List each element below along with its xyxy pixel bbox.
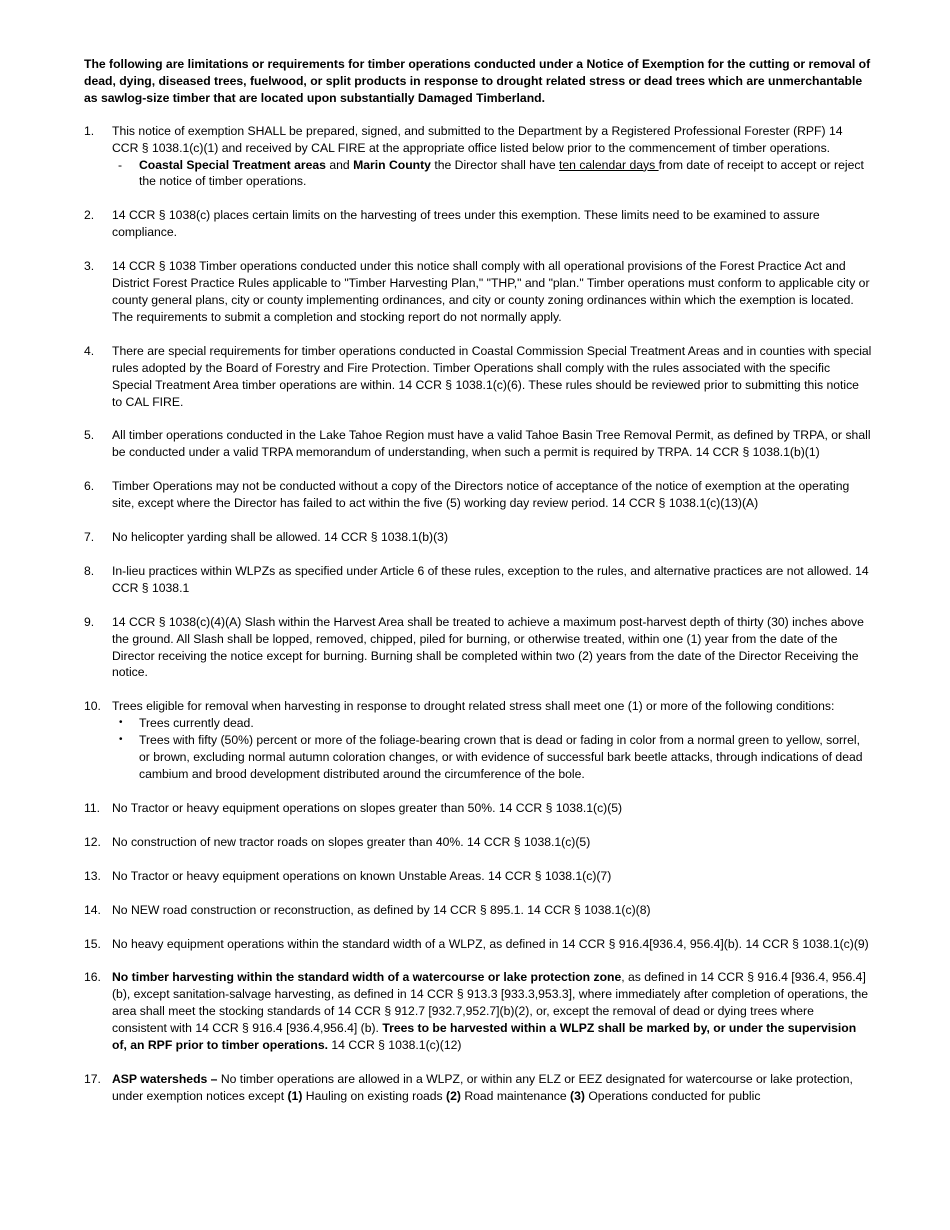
bold-text: Marin County — [353, 157, 431, 172]
bold-text: Trees to be harvested within a WLPZ shall be marked by, or under the supervision of, an RPF prior to timber operations. — [112, 1021, 857, 1053]
list-item — [84, 614, 872, 682]
bold-text: (2) — [446, 1088, 461, 1103]
document-page — [84, 56, 872, 1122]
item-text: No helicopter yarding shall be allowed. 14 CCR § 1038.1(b)(3) — [112, 530, 449, 545]
sub-list-item — [112, 157, 872, 191]
list-item — [84, 800, 872, 817]
item-number: 3. — [84, 259, 95, 274]
item-text: No construction of new tractor roads on slopes greater than 40%. 14 CCR § 1038.1(c)(5) — [112, 834, 591, 849]
item-text: Trees eligible for removal when harvesting in response to drought related stress shall meet one (1) or more of the following conditions: — [112, 699, 835, 714]
bullet-item — [112, 732, 872, 783]
list-item — [84, 427, 872, 461]
item-number: 16. — [84, 970, 101, 985]
list-item — [84, 868, 872, 885]
list-item — [84, 563, 872, 597]
bold-text: (3) — [570, 1088, 585, 1103]
item-text: and — [325, 157, 354, 172]
requirements-list — [84, 123, 872, 1105]
list-item — [84, 478, 872, 512]
item-text: No Tractor or heavy equipment operations on slopes greater than 50%. 14 CCR § 1038.1(c)(5) — [112, 800, 623, 815]
item-text: Timber Operations may not be conducted without a copy of the Directors notice of acceptance of the notice of exemption at the operating site, except where the Director has failed to act within the five (5) working day review period. 14 CCR § 1038.1(c)(13)(A) — [112, 479, 850, 511]
list-item — [84, 343, 872, 411]
item-number: 7. — [84, 530, 95, 545]
item-number: 14. — [84, 902, 101, 917]
bold-text: Coastal Special Treatment areas — [139, 157, 326, 172]
item-number: 2. — [84, 208, 95, 223]
list-item — [84, 207, 872, 241]
bullet-text: Trees with fifty (50%) percent or more of the foliage-bearing crown that is dead or fading in color from a normal green to yellow, sorrel, or brown, excluding normal autumn coloration changes, or with evidence of successful bark beetle attacks, through indications of dead cambium and brood development distributed around the circumference of the bole. — [139, 733, 863, 781]
sub-list — [112, 157, 872, 191]
item-number: 17. — [84, 1071, 101, 1086]
list-item — [84, 698, 872, 783]
item-text: No timber operations are allowed in a WLPZ, or within any ELZ or EEZ designated for watercourse or lake protection, under exemption notices except — [112, 1071, 853, 1103]
item-number: 10. — [84, 699, 101, 714]
list-item — [84, 123, 872, 191]
item-number: 1. — [84, 123, 95, 138]
item-text: All timber operations conducted in the Lake Tahoe Region must have a valid Tahoe Basin Tree Removal Permit, as defined by TRPA, or shall be conducted under a valid TRPA memorandum of understanding, when such a permit is required by TRPA. 14 CCR § 1038.1(b)(1) — [112, 428, 871, 460]
item-text: In-lieu practices within WLPZs as specified under Article 6 of these rules, exception to the rules, and alternative practices are not allowed. 14 CCR § 1038.1 — [112, 563, 869, 595]
bold-text: (1) — [287, 1088, 303, 1103]
item-text: from date of receipt to accept or reject the notice of timber operations. — [139, 157, 864, 189]
list-item — [84, 529, 872, 546]
list-item — [84, 258, 872, 326]
list-item — [84, 936, 872, 953]
dash-marker: - — [118, 157, 123, 172]
item-number: 5. — [84, 428, 95, 443]
item-text: Operations conducted for public — [584, 1088, 761, 1103]
item-text: 14 CCR § 1038.1(c)(12) — [328, 1038, 462, 1053]
item-number: 13. — [84, 868, 101, 883]
item-text: 14 CCR § 1038 Timber operations conducted under this notice shall comply with all operational provisions of the Forest Practice Act and District Forest Practice Rules applicable to "Timber Harvesting Plan," "THP," and "plan." Timber operations must conform to applicable city or county general plans, city or county implementing ordinances, and city or county zoning ordinances within which the exemption is located. The requirements to submit a completion and stocking report do not normally apply. — [112, 259, 870, 324]
item-text: There are special requirements for timber operations conducted in Coastal Commission Special Treatment Areas and in counties with special rules adopted by the Board of Forestry and Fire Protection. Timber Operations shall comply with the rules associated with the specific Special Treatment Area timber operations are within. 14 CCR § 1038.1(c)(6). These rules should be reviewed prior to submitting this notice to CAL FIRE. — [112, 343, 872, 409]
item-text: the Director shall have — [430, 157, 559, 172]
item-text: , as defined in 14 CCR § 916.4 [936.4, 956.4](b), except sanitation-salvage harvesting, as defined in 14 CCR § 913.3 [933.3,953.3], where immediately after completion of operations, the area shall meet the stocking standards of 14 CCR § 912.7 [932.7,952.7](b)(2), or, except the removal of dead or dying trees where consistent with 14 CCR § 916.4 [936.4,956.4] (b). — [112, 970, 869, 1036]
item-number: 4. — [84, 343, 95, 358]
item-text: No heavy equipment operations within the standard width of a WLPZ, as defined in 14 CCR § 916.4[936.4, 956.4](b). 14 CCR § 1038.1(c)(9) — [112, 936, 869, 951]
underlined-text: ten calendar days — [558, 157, 659, 172]
bold-text: ASP watersheds – — [112, 1071, 218, 1086]
bullet-item — [112, 715, 872, 732]
list-item — [84, 834, 872, 851]
item-number: 9. — [84, 614, 95, 629]
list-item — [84, 969, 872, 1054]
item-number: 15. — [84, 936, 101, 951]
intro-paragraph: The following are limitations or requirements for timber operations conducted under a Notice of Exemption for the cutting or removal of dead, dying, diseased trees, fuelwood, or split products in response to drought related stress or dead trees which are unmerchantable as sawlog-size timber that are located upon substantially Damaged Timberland. — [84, 57, 871, 105]
item-number: 8. — [84, 563, 95, 578]
list-item — [84, 902, 872, 919]
item-number: 6. — [84, 479, 95, 494]
item-text: 14 CCR § 1038(c)(4)(A) Slash within the Harvest Area shall be treated to achieve a maximum post-harvest depth of thirty (30) inches above the ground. All Slash shall be lopped, removed, chipped, piled for burning, or otherwise treated, within one (1) year from the date of the Director receiving the notice except for burning. Burning shall be completed within two (2) years from the date of the Director Receiving the notice. — [112, 614, 864, 680]
item-text: 14 CCR § 1038(c) places certain limits on the harvesting of trees under this exemption. These limits need to be examined to assure compliance. — [112, 208, 820, 240]
bullet-icon: • — [119, 734, 123, 746]
item-number: 12. — [84, 834, 101, 849]
bold-text: No timber harvesting within the standard width of a watercourse or lake protection zone — [112, 970, 622, 985]
item-text: Road maintenance — [460, 1088, 571, 1103]
list-item — [84, 1071, 872, 1105]
item-text: This notice of exemption SHALL be prepared, signed, and submitted to the Department by a Registered Professional Forester (RPF) 14 CCR § 1038.1(c)(1) and received by CAL FIRE at the appropriate office listed below prior to the commencement of timber operations. — [112, 123, 843, 155]
bullet-icon: • — [119, 717, 123, 729]
bullet-text: Trees currently dead. — [139, 716, 254, 731]
item-text: No Tractor or heavy equipment operations on known Unstable Areas. 14 CCR § 1038.1(c)(7) — [112, 868, 612, 883]
bullet-list — [112, 715, 872, 783]
item-text: No NEW road construction or reconstruction, as defined by 14 CCR § 895.1. 14 CCR § 1038.1(c)(8) — [112, 902, 651, 917]
item-text: Hauling on existing roads — [302, 1088, 447, 1103]
item-number: 11. — [84, 800, 101, 815]
